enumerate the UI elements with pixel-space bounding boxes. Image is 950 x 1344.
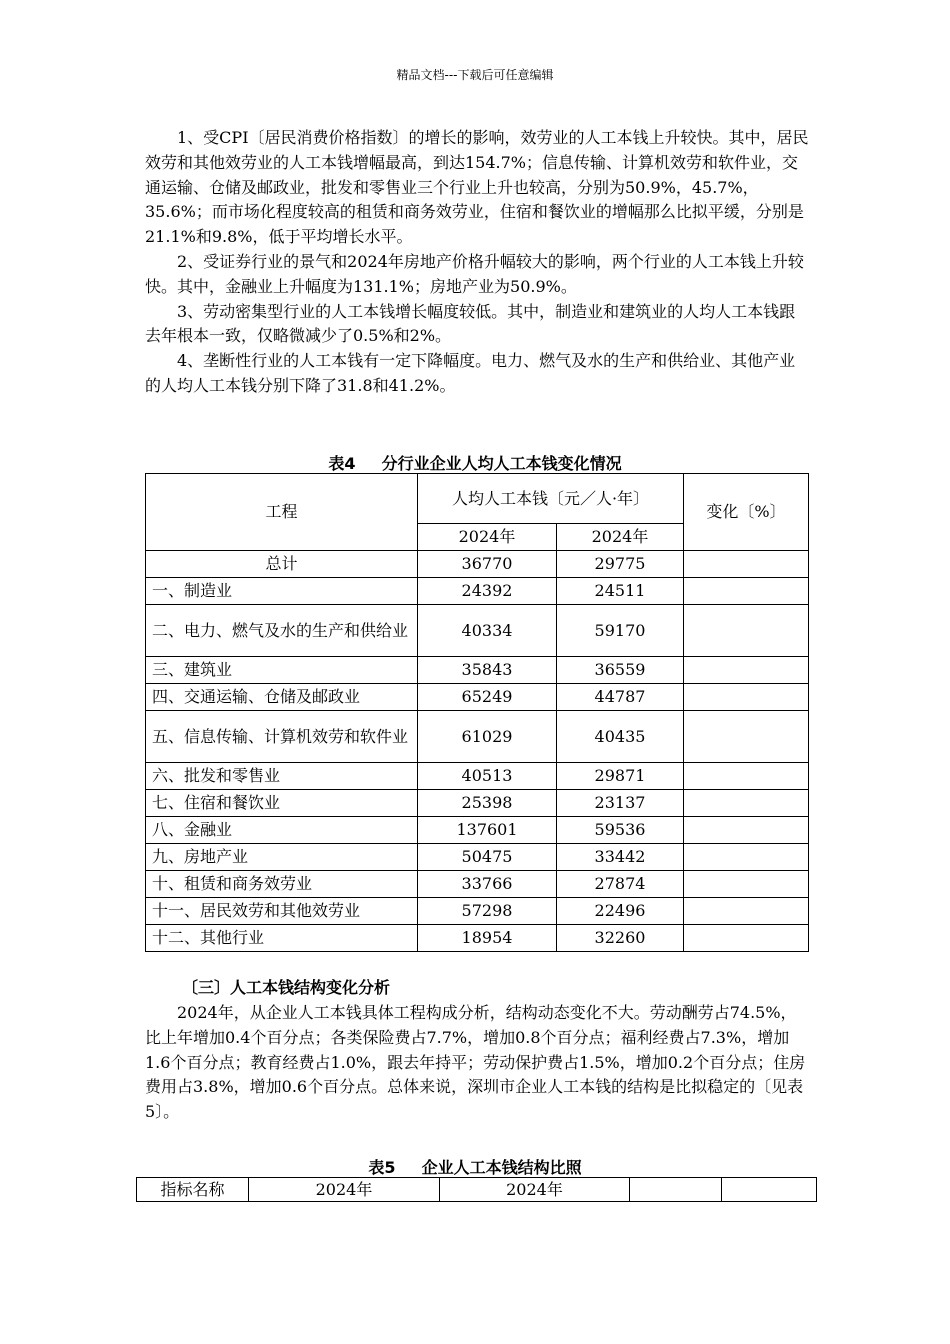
row-label: 十一、居民效劳和其他效劳业	[146, 898, 418, 925]
table5-col-year2: 2024年	[440, 1178, 630, 1202]
row-value-year2: 27874	[557, 871, 684, 898]
table5-caption-num: 表5	[368, 1158, 396, 1177]
row-value-year2: 59170	[557, 605, 684, 657]
row-change	[684, 763, 809, 790]
paragraph-4: 4、垄断性行业的人工本钱有一定下降幅度。电力、燃气及水的生产和供给业、其他产业的人均人工本钱分别下降了31.8和41.2%。	[145, 351, 796, 395]
row-value-year1: 65249	[418, 684, 557, 711]
table-row	[146, 684, 809, 711]
row-value-year2: 29775	[557, 551, 684, 578]
table5-empty-cell	[630, 1178, 722, 1202]
row-value-year1: 61029	[418, 711, 557, 763]
row-value-year1: 40513	[418, 763, 557, 790]
section3-heading: 〔三〕人工本钱结构变化分析	[182, 978, 391, 997]
intro-text	[145, 126, 810, 399]
paragraph-1: 1、受CPI〔居民消费价格指数〕的增长的影响，效劳业的人工本钱上升较快。其中，居民效劳和其他效劳业的人工本钱增幅最高，到达154.7%；信息传输、计算机效劳和软件业，交通运输、仓储及邮政业，批发和零售业三个行业上升也较高，分别为50.9%，45.7%，35.6%；而市场化程度较高的租赁和商务效劳业，住宿和餐饮业的增幅那么比拟平缓，分别是21.1%和9.8%，低于平均增长水平。	[145, 128, 809, 247]
row-value-year1: 18954	[418, 925, 557, 952]
table-row	[146, 898, 809, 925]
table-row	[146, 844, 809, 871]
table-row	[146, 817, 809, 844]
row-label: 四、交通运输、仓储及邮政业	[146, 684, 418, 711]
row-label: 七、住宿和餐饮业	[146, 790, 418, 817]
table4-caption	[0, 451, 950, 474]
row-value-year1: 57298	[418, 898, 557, 925]
table5-col-name: 指标名称	[137, 1178, 249, 1202]
table4-caption-num: 表4	[328, 454, 356, 473]
row-value-year2: 29871	[557, 763, 684, 790]
table-row	[146, 605, 809, 657]
table5-caption	[0, 1155, 950, 1178]
row-value-year2: 32260	[557, 925, 684, 952]
row-value-year2: 40435	[557, 711, 684, 763]
row-change	[684, 684, 809, 711]
table-row	[146, 551, 809, 578]
table-row	[146, 790, 809, 817]
row-change	[684, 551, 809, 578]
section3-paragraph: 2024年，从企业人工本钱具体工程构成分析，结构动态变化不大。劳动酬劳占74.5%，比上年增加0.4个百分点；各类保险费占7.7%，增加0.8个百分点；福利经费占7.3%，增加1.6个百分点；教育经费占1.0%，跟去年持平；劳动保护费占1.5%，增加0.2个百分点；住房费用占3.8%，增加0.6个百分点。总体来说，深圳市企业人工本钱的结构是比拟稳定的〔见表5〕。	[145, 1003, 806, 1122]
row-change	[684, 605, 809, 657]
row-change	[684, 844, 809, 871]
row-value-year1: 137601	[418, 817, 557, 844]
table5	[136, 1177, 817, 1202]
table4-col-year2: 2024年	[557, 524, 684, 551]
row-label: 一、制造业	[146, 578, 418, 605]
row-value-year2: 33442	[557, 844, 684, 871]
table4-col-year1: 2024年	[418, 524, 557, 551]
row-label: 八、金融业	[146, 817, 418, 844]
row-value-year1: 40334	[418, 605, 557, 657]
table-row	[146, 657, 809, 684]
row-label: 十、租赁和商务效劳业	[146, 871, 418, 898]
paragraph-2: 2、受证券行业的景气和2024年房地产价格升幅较大的影响，两个行业的人工本钱上升较快。其中，金融业上升幅度为131.1%；房地产业为50.9%。	[145, 251, 804, 296]
row-change	[684, 578, 809, 605]
section3-text	[145, 1001, 810, 1125]
table4-col-item: 工程	[146, 474, 418, 551]
row-change	[684, 711, 809, 763]
paragraph-3: 3、劳动密集型行业的人工本钱增长幅度较低。其中，制造业和建筑业的人均人工本钱跟去年根本一致，仅略微减少了0.5%和2%。	[145, 301, 796, 346]
table-row	[146, 763, 809, 790]
table5-caption-title: 企业人工本钱结构比照	[421, 1158, 582, 1177]
row-label: 三、建筑业	[146, 657, 418, 684]
row-label: 五、信息传输、计算机效劳和软件业	[146, 711, 418, 763]
row-change	[684, 925, 809, 952]
row-label: 六、批发和零售业	[146, 763, 418, 790]
row-label: 二、电力、燃气及水的生产和供给业	[146, 605, 418, 657]
row-value-year2: 44787	[557, 684, 684, 711]
row-value-year2: 22496	[557, 898, 684, 925]
row-label: 九、房地产业	[146, 844, 418, 871]
table4-caption-title: 分行业企业人均人工本钱变化情况	[381, 454, 622, 473]
row-value-year1: 35843	[418, 657, 557, 684]
row-value-year2: 59536	[557, 817, 684, 844]
row-label: 十二、其他行业	[146, 925, 418, 952]
row-value-year1: 25398	[418, 790, 557, 817]
page-header: 精品文档---下载后可任意编辑	[396, 68, 554, 82]
row-change	[684, 871, 809, 898]
table4-col-change: 变化〔%〕	[684, 474, 809, 551]
row-value-year2: 23137	[557, 790, 684, 817]
row-label: 总计	[146, 551, 418, 578]
row-value-year1: 33766	[418, 871, 557, 898]
table5-empty-cell	[722, 1178, 817, 1202]
table4	[145, 473, 809, 952]
table5-col-year1: 2024年	[249, 1178, 440, 1202]
row-value-year1: 50475	[418, 844, 557, 871]
row-value-year1: 36770	[418, 551, 557, 578]
row-change	[684, 817, 809, 844]
row-value-year1: 24392	[418, 578, 557, 605]
row-value-year2: 36559	[557, 657, 684, 684]
table4-col-avg: 人均人工本钱〔元／人·年〕	[418, 474, 684, 524]
table-row	[146, 871, 809, 898]
row-change	[684, 790, 809, 817]
table-row	[146, 578, 809, 605]
table-row	[146, 711, 809, 763]
row-value-year2: 24511	[557, 578, 684, 605]
row-change	[684, 898, 809, 925]
table-row	[146, 925, 809, 952]
row-change	[684, 657, 809, 684]
